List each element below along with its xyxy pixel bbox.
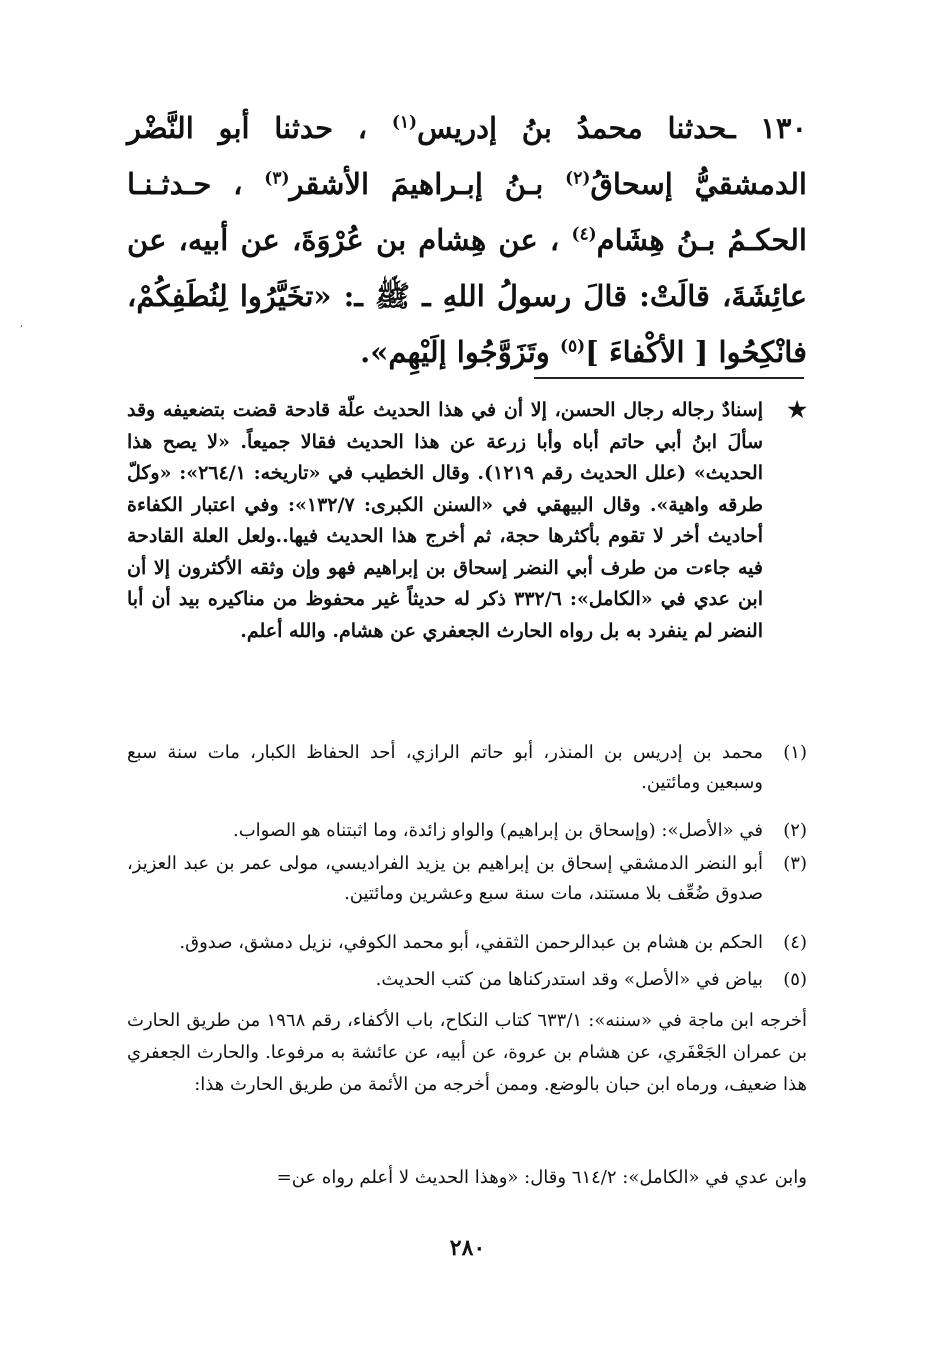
hadith-text — [127, 100, 807, 380]
takhreej-note-text: إسنادٌ رجاله رجال الحسن، إلا أن في هذا الحديث علّة قادحة قضت بتضعيفه وقد سألَ ابنُ أبي حاتم أباه وأبا زرعة عن هذا الحديث فقالا جميعاً. «لا يصح هذا الحديث» (علل الحديث رقم ١٢١٩). وقال الخطيب في «تاريخه: ٢٦٤/١»: «وكلّ طرقه واهية». وقال البيهقي في «السنن الكبرى: ١٣٢/٧»: وفي اعتبار الكفاءة أحاديث أخر لا تقوم بأكثرها حجة، ثم أخرج هذا الحديث فيها..ولعل العلة القادحة فيه جاءت من طرف أبي النضر إسحاق بن إبراهيم فهو وإن وثقه الأكثرون إلا أن ابن عدي في «الكامل»: ٣٣٢/٦ ذكر له حديثاً غير محفوظ من مناكيره بيد أن أبا النضر لم ينفرد به بل رواه الحارث الجعفري عن هشام. والله أعلم. — [127, 399, 764, 642]
footnote-label: (٤) — [783, 932, 807, 953]
dash: ـ — [727, 111, 761, 145]
footnote-ref-1[interactable]: (١) — [391, 112, 418, 133]
footnote-text: محمد بن إدريس بن المنذر، أبو حاتم الرازي، أحد الحفاظ الكبار، مات سنة سبع وسبعين ومائتين. — [127, 742, 763, 793]
footnote-text: بياض في «الأصل» وقد استدركناها من كتب الحديث. — [375, 969, 763, 990]
footnote-ref-2[interactable]: (٢) — [565, 168, 591, 189]
takhreej-continuation: وابن عدي في «الكامل»: ٦١٤/٢ وقال: «وهذا الحديث لا أعلم رواه عن= — [276, 1167, 807, 1188]
footnote-1 — [127, 738, 807, 798]
hadith-segment-5: ، عن هِشام بن عُرْوَةَ، عن أبيه، عن عائِشَةَ، قالَتْ: قالَ رسولُ اللهِ ـ ﷺ ـ: «تخَيَّرُوا لِنُطَفِكُمْ، فانْكِحُوا [ الأكْفاءَ ] — [127, 223, 807, 369]
footnote-text: الحكم بن هشام بن عبدالرحمن الثقفي، أبو محمد الكوفي، نزيل دمشق، صدوق. — [179, 932, 763, 953]
hadith-segment-6: وتَزَوَّجُوا إلَيْهِم». — [360, 335, 550, 369]
footnote-3 — [127, 849, 807, 909]
hadith-segment-4: ، حـدثـنـا الحكـمُ بـنُ هِشَام — [127, 167, 807, 257]
hadith-number: ١٣٠ — [760, 111, 808, 145]
footnote-divider — [534, 377, 804, 379]
footnote-text: أبو النضر الدمشقي إسحاق بن إبراهيم بن يزيد الفراديسي، مولى عمر بن عبد العزيز، صدوق ضُعِّف بلا مستند، مات سنة سبع وعشرين ومائتين. — [127, 853, 763, 904]
footnote-5 — [127, 965, 807, 995]
hadith-segment-2: ، حدثنا أبو النَّضْر الدمشقيُّ إسحاقُ — [127, 111, 807, 201]
footnote-label: (٥) — [783, 969, 807, 990]
page-number: ٢٨٠ — [449, 1235, 486, 1261]
takhreej-paragraph: أخرجه ابن ماجة في «سننه»: ٦٣٣/١ كتاب النكاح، باب الأكفاء، رقم ١٩٦٨ من طريق الحارث بن عمران الجَعْفَري، عن هشام بن عروة، عن أبيه، عن عائشة به مرفوعا. والحارث الجعفري هذا ضعيف، ورماه ابن حبان بالوضع. وممن أخرجه من الأئمة من طريق الحارث هذا: — [127, 1010, 808, 1095]
hadith-paragraph — [127, 100, 807, 380]
footnote-label: (١) — [783, 742, 807, 763]
hadith-segment-3: بـنُ إبـراهيمَ الأشقر — [289, 167, 544, 201]
hadith-segment-1: حدثنا محمدُ بنُ إدريس — [417, 111, 728, 145]
footnote-label: (٣) — [783, 853, 807, 874]
footnote-label: (٢) — [783, 820, 807, 841]
footnote-4 — [127, 928, 807, 958]
footnote-text: في «الأصل»: (وإسحاق بن إبراهيم) والواو زائدة، وما اثبتناه هو الصواب. — [233, 820, 763, 841]
footnote-2 — [127, 816, 807, 846]
takhreej-note — [127, 395, 807, 647]
footnote-ref-4[interactable]: (٤) — [571, 224, 597, 245]
scan-mark: , — [20, 318, 24, 329]
footnote-ref-3[interactable]: (٣) — [264, 168, 290, 189]
footnote-ref-5[interactable]: (٥) — [559, 336, 586, 357]
star-marker: ★ — [787, 397, 807, 423]
